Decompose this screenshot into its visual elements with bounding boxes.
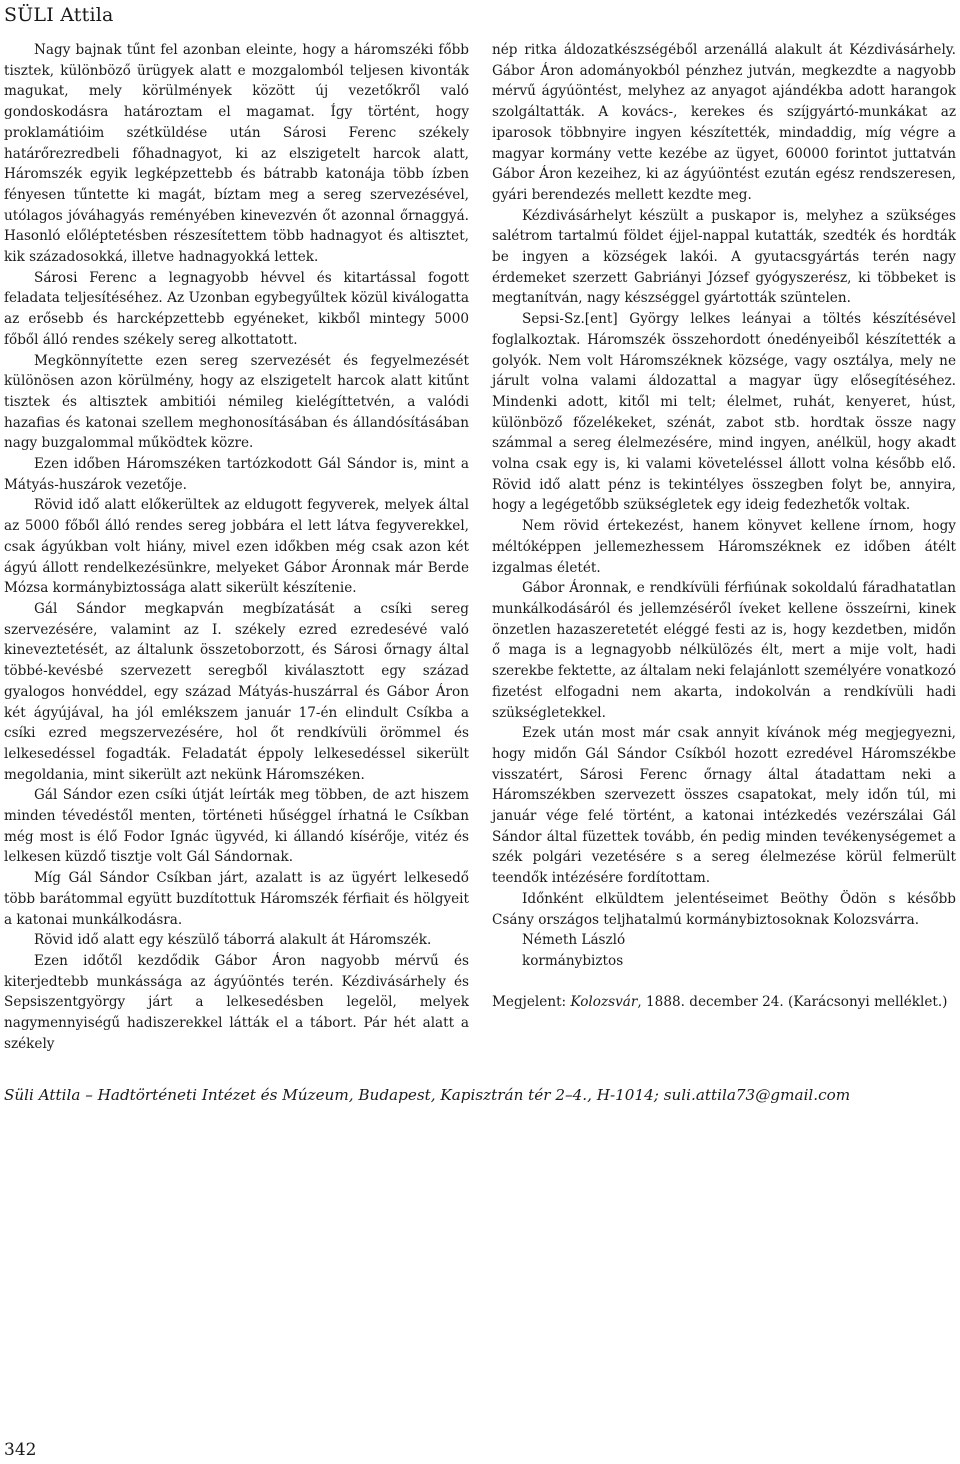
right-column (492, 40, 956, 1012)
signature-name: Németh László (522, 932, 626, 949)
paragraph: Sárosi Ferenc a legnagyobb hévvel és kitartással fogott feladata teljesítéséhez. Az Uzonban egybegyűltek közül kiválogatta az erősebb és harcképzettebb egyéneket, kikből mintegy 5000 főből álló rendes székely sereg alkottatott. (4, 269, 469, 348)
paragraph: Gábor Áronnak, e rendkívüli férfiúnak sokoldalú fáradhatatlan munkálkodásáról és jellemzéséről íveket kellene összeírni, kinek önzetlen hazaszeretetét eléggé festi az is, hogy kezdetben, midőn ő maga is a legnagyobb nélkülözés élt, mert a mije volt, hadi szerekbe fektette, az általam neki felajánlott személyére vonatkozó fizetést elfogadni nem akarta, indokolván a rendkívüli hadi szükségletekkel. (492, 580, 956, 721)
paragraph: Nagy bajnak tűnt fel azonban eleinte, hogy a háromszéki főbb tisztek, különböző ürügyek alatt e mozgalomból teljesen kivonták magukat, mely körülmények között új vezetőkről való gondoskodásra határoztam el magamat. Így történt, hogy proklamátióim szétküldése után Sárosi Ferenc székely határőrezredbeli főhadnagyot, ki az elszigetelt harcok alatt, Háromszék egyik legképzettebb és bátrabb katonája több ízben fényesen tűntette ki magát, bíztam meg a sereg szervezésével, utólagos jóváhagyás reményében kinevezvén őt azonnal őrnaggyá. Hasonló előléptetésben részesítettem több hadnagyot és altisztet, kik századosokká, illetve hadnagyokká lettek. (4, 42, 469, 266)
paragraph: Gál Sándor megkapván megbízatását a csíki sereg szervezésére, valamint az I. székely ezred ezredesévé való kineveztetését, az általunk összetoborzott, és Sárosi őrnagy által többé-kevésbé szervezett seregből kiválasztott egy század gyalogos honvéddel, egy század Mátyás-huszárral és Gábor Áron két ágyújával, ha jól emlékszem január 17-én elindult Csíkba a csíki ezred megszervezésére, hol őt rendkívüli örömmel és lelkesedéssel fogadták. Feladatát éppoly lelkesedéssel sikerült megoldania, mint sikerült azt nekünk Háromszéken. (4, 600, 469, 783)
paragraph: Nem rövid értekezést, hanem könyvet kellene írnom, hogy méltóképpen jellemezhessem Háromszéknek ez időben átélt izgalmas életét. (492, 518, 956, 576)
paragraph-continued: nép ritka áldozatkészségéből arzenállá alakult át Kézdivásárhely. Gábor Áron adományokból pénzhez jutván, megkezdte a nagyobb mérvű ágyúöntést, melyhez az anyagot ajándékba adott harangok szolgáltatták. A kovács-, kerekes és szíjgyártó-munkákat az iparosok többnyire ingyen készítették, mindaddig, míg végre a magyar kormány vette kezébe az ügyet, 60000 forintot juttatván Gábor Áron kezeihez, ki az ágyúöntést ezután egész rendszeresen, gyári berendezés mellett kezdte meg. (492, 42, 956, 203)
paragraph: Rövid idő alatt előkerültek az eldugott fegyverek, melyek által az 5000 főből álló rendes sereg jobbára el lett látva fegyverekkel, csak ágyúkban volt hiány, mivel ezen időkben még csak azon két ágyú állott rendelkezésünkre, melyeket Gábor Áronnak már Berde Mózsa kormánybiztossága alatt sikerült készítenie. (4, 497, 469, 597)
spacer (492, 972, 956, 992)
paragraph: Míg Gál Sándor Csíkban járt, azalatt is az ügyért lelkesedő több barátommal együtt buzdítottuk Háromszék férfiait és hölgyeit a katonai munkálkodásra. (4, 870, 469, 928)
paragraph: Sepsi-Sz.[ent] György lelkes leányai a töltés készítésével foglalkoztak. Háromszék összehordott ónedényeiből készítették a golyók. Nem volt Háromszéknek községe, vagy osztálya, mely ne járult volna valami áldozattal a magyar ügy elősegítéséhez. Mindenki adott, kitől mi telt; élelmet, ruhát, kenyeret, húst, különböző főzelékeket, szénát, zabot stb. hordtak össze nagy számmal a sereg élelmezésére, mind ingyen, anélkül, hogy akadt volna csak egy is, ki valami követeléssel állott volna később elő. Rövid idő alatt pénz is tekintélyes összegben folyt be, annyira, hogy a legégetőbb szükségletek egy ideig fedezhetők voltak. (492, 311, 956, 514)
paragraph: Időnként elküldtem jelentéseimet Beöthy Ödön s később Csány országos teljhatalmú kormánybiztosoknak Kolozsvárra. (492, 890, 956, 928)
paragraph: Megkönnyítette ezen sereg szervezését és fegyelmezését különösen azon körülmény, hogy az elszigetelt harcok alatt kitűnt tisztek és altisztek ambitiói némileg kielégíttetvén, a valódi hazafias és katonai szellem meghonosításában és állandósításában nagy buzgalommal működtek közre. (4, 352, 469, 452)
publication-note (492, 992, 956, 1013)
left-column (4, 40, 469, 1054)
publication-prefix: Megjelent: (492, 993, 571, 1010)
paragraph: Ezen időtől kezdődik Gábor Áron nagyobb mérvű és kiterjedtebb munkássága az ágyúöntés terén. Kézdivásárhely és Sepsiszentgyörgy járt a lelkesedésben legelöl, melyek nagymennyiségű hadiszerekkel látták el a tábort. Pár hét alatt a székely (4, 952, 469, 1052)
page-number: 342 (4, 1440, 37, 1460)
running-head: SÜLI Attila (4, 4, 114, 26)
paragraph: Rövid idő alatt egy készülő táborrá alakult át Háromszék. (34, 932, 432, 949)
paragraph: Ezen időben Háromszéken tartózkodott Gál Sándor is, mint a Mátyás-huszárok vezetője. (4, 456, 469, 493)
paragraph: Ezek után most már csak annyit kívánok még megjegyezni, hogy midőn Gál Sándor Csíkból hozott ezredével Háromszékbe visszatért, Sárosi Ferenc őrnagy által átadattam neki a Háromszékben szervezett összes csapatokat, mely időn túl, mi január vége felé történt, a katonai intézkedés vezérszálai Gál Sándor által füzettek tovább, én pedig minden tevékenységemet a szék polgári vezetésére s a sereg élelmezése körül felmerült teendők intézésére fordítottam. (492, 725, 956, 887)
publication-place: Kolozsvár (570, 993, 638, 1010)
paragraph: Gál Sándor ezen csíki útját leírták meg többen, de azt hiszem minden tévedéstől menten, történeti hűséggel írhatná le Csíkban még most is élő Fodor Ignác ügyvéd, ki állandó kísérője, vitéz és lelkesen küzdő tisztje volt Gál Sándornak. (4, 787, 469, 866)
author-affiliation: Süli Attila – Hadtörténeti Intézet és Múzeum, Budapest, Kapisztrán tér 2–4., H-1014; suli.attila73@gmail.com (4, 1086, 851, 1104)
publication-rest: , 1888. december 24. (Karácsonyi melléklet.) (637, 993, 948, 1010)
signature-title: kormánybiztos (522, 952, 624, 969)
paragraph: Kézdivásárhelyt készült a puskapor is, melyhez a szükséges salétrom tartalmú földet éjjel-nappal kutatták, szedték és hordták be ingyen a községek lakói. A gyutacsgyártás terén nagy érdemeket szerzett Gabriányi József gyógyszerész, ki többeket is megtanítván, nagy készséggel gyártották szüntelen. (492, 207, 956, 307)
